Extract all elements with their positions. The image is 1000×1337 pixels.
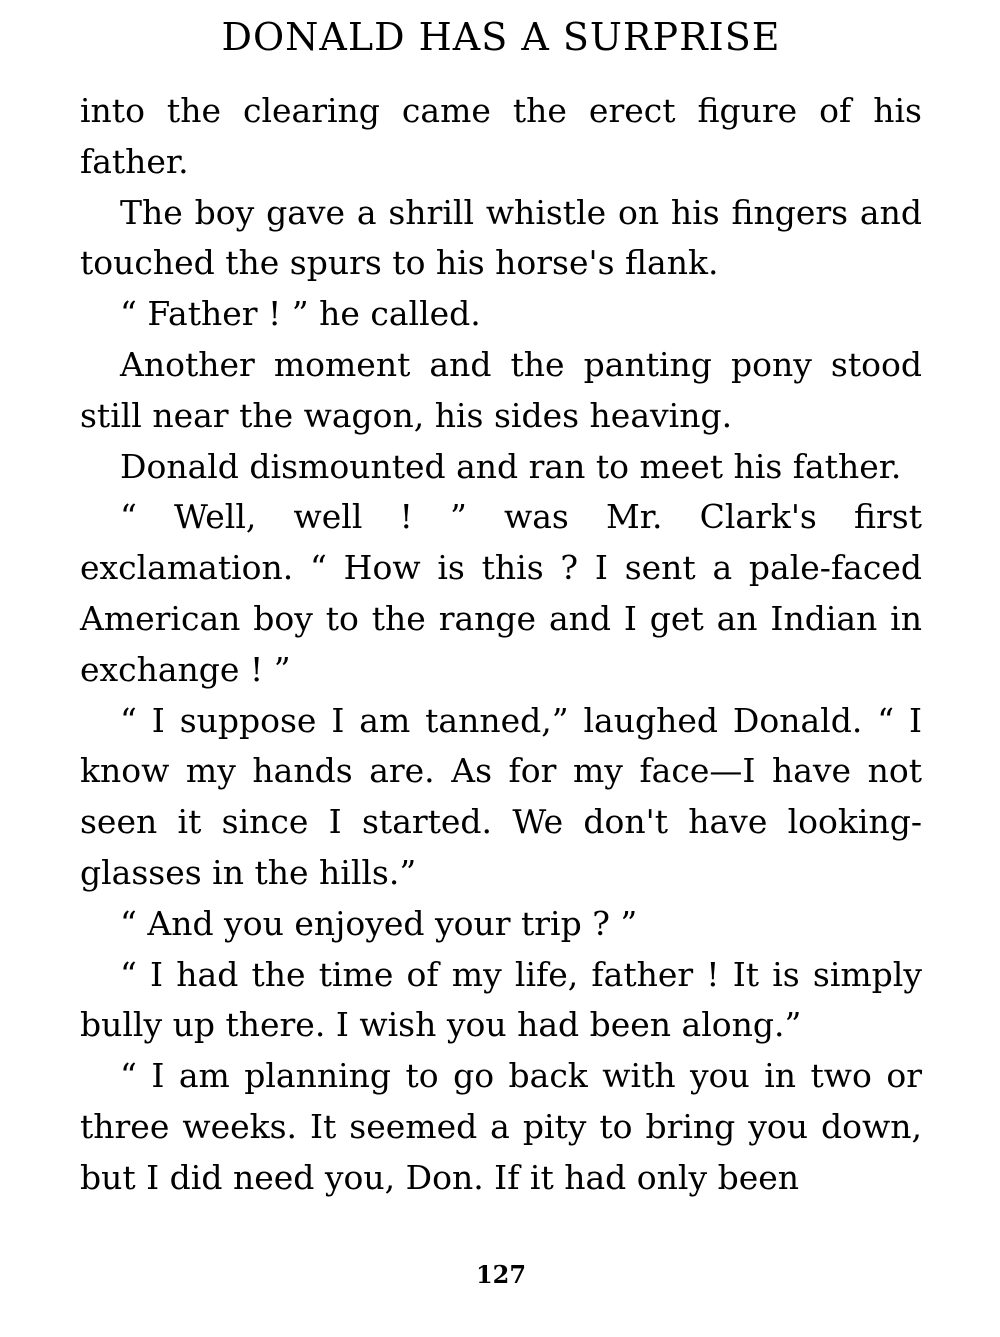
paragraph: “ I am planning to go back with you in two or three weeks. It seemed a pity to bring you down, but I did need you, Don. If it had only been bbox=[80, 1056, 922, 1197]
paragraph: Another moment and the panting pony stood still near the wagon, his sides heaving. bbox=[80, 344, 922, 435]
paragraph: “ I suppose I am tanned,” laughed Donald. “ I know my hands are. As for my face—I have not seen it since I started. We don't have looking-glasses in the hills.” bbox=[80, 700, 922, 892]
book-page bbox=[80, 12, 922, 1322]
paragraph: “ I had the time of my life, father ! It is simply bully up there. I wish you had been along.” bbox=[80, 954, 922, 1045]
page-number: 127 bbox=[475, 1260, 527, 1289]
paragraph: “ Father ! ” he called. bbox=[120, 294, 481, 334]
paragraph: The boy gave a shrill whistle on his fingers and touched the spurs to his horse's flank. bbox=[80, 192, 922, 283]
paragraph-continued: into the clearing came the erect figure of his father. bbox=[80, 91, 922, 181]
paragraph: Donald dismounted and ran to meet his father. bbox=[120, 446, 902, 486]
paragraph: “ And you enjoyed your trip ? ” bbox=[120, 903, 638, 943]
running-head: DONALD HAS A SURPRISE bbox=[221, 15, 781, 59]
paragraph: “ Well, well ! ” was Mr. Clark's first exclamation. “ How is this ? I sent a pale-faced American boy to the range and I get an Indian in exchange ! ” bbox=[80, 497, 922, 689]
body-text bbox=[80, 86, 922, 1204]
